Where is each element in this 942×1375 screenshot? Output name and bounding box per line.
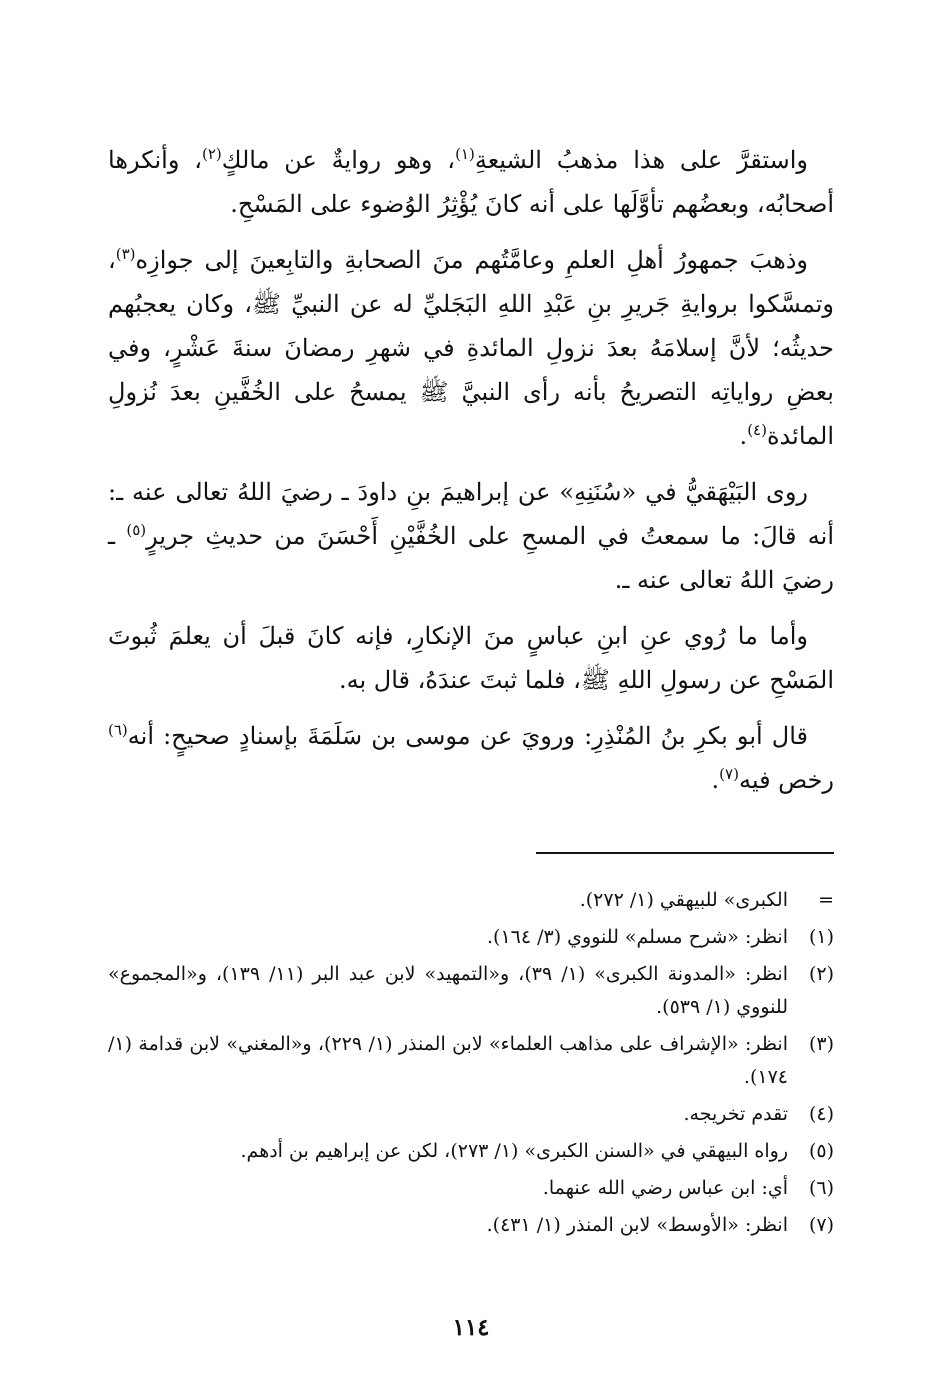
footnotes xyxy=(108,884,834,1246)
text-segment: قال أبو بكرِ بنُ المُنْذِرِ: ورويَ عن موسى بن سَلَمَةَ بإسنادٍ صحيحٍ: أنه xyxy=(127,722,808,750)
footnote xyxy=(108,1098,834,1131)
footnote-text: انظر: «الإشراف على مذاهب العلماء» لابن المنذر (١/ ٢٢٩)، و«المغني» لابن قدامة (١/ ١٧٤). xyxy=(108,1033,788,1088)
footnote-marker: (١) xyxy=(808,926,834,948)
footnote-marker: (٦) xyxy=(808,1177,834,1199)
paragraph xyxy=(108,138,834,226)
footnote-reference[interactable]: (٥) xyxy=(126,521,147,539)
footnote-marker: = xyxy=(818,889,834,911)
footnote-marker: (٤) xyxy=(808,1103,834,1125)
footnote-reference[interactable]: (٤) xyxy=(747,421,767,439)
text-segment: رخص فيه xyxy=(738,766,834,794)
footnote-text: انظر: «الأوسط» لابن المنذر (١/ ٤٣١). xyxy=(486,1214,788,1236)
footnote xyxy=(108,958,834,1024)
paragraph xyxy=(108,714,834,802)
footnote-reference[interactable]: (٢) xyxy=(201,145,222,163)
footnote-text: تقدم تخريجه. xyxy=(683,1103,788,1125)
paragraph xyxy=(108,614,834,702)
footnote-marker: (٥) xyxy=(808,1140,834,1162)
footnote-text: انظر: «المدونة الكبرى» (١/ ٣٩)، و«التمهيد» لابن عبد البر (١١/ ١٣٩)، و«المجموع» للنووي (١/ ٥٣٩). xyxy=(108,963,788,1018)
footnote xyxy=(108,884,834,917)
text-segment: وذهبَ جمهورُ أهلِ العلمِ وعامَّتُهم منَ الصحابةِ والتابِعينَ إلى جوازِه xyxy=(135,246,808,274)
text-segment: . xyxy=(711,766,720,794)
footnote-divider xyxy=(536,852,834,854)
footnote xyxy=(108,1172,834,1205)
footnote-marker: (٧) xyxy=(808,1214,834,1236)
footnote xyxy=(108,1135,834,1168)
footnote xyxy=(108,1209,834,1242)
text-segment: ـ رضيَ اللهُ تعالى عنه ـ. xyxy=(108,522,834,594)
main-text xyxy=(108,138,834,814)
text-segment: واستقرَّ على هذا مذهبُ الشيعةِ xyxy=(474,146,809,174)
text-segment: وأما ما رُوي عنِ ابنِ عباسٍ منَ الإنكارِ، فإنه كانَ قبلَ أن يعلمَ ثُبوتَ المَسْحِ عن رسولِ اللهِ ﷺ، فلما ثبتَ عندَهُ، قال به. xyxy=(108,622,834,694)
paragraph xyxy=(108,238,834,458)
text-segment: ، وتمسَّكوا بروايةِ جَريرِ بنِ عَبْدِ اللهِ البَجَليِّ له عن النبيِّ ﷺ، وكان يعجبُهم حديثُه؛ لأنَّ إسلامَهُ بعدَ نزولِ المائدةِ في شهرِ رمضانَ سنةَ عَشْرٍ، وفي بعضِ رواياتِه التصريحُ بأنه رأى النبيَّ ﷺ يمسحُ على الخُفَّينِ بعدَ نُزولِ المائدة xyxy=(108,246,834,450)
text-segment: ، وأنكرها أصحابُه، وبعضُهم تأوَّلَها على أنه كانَ يُؤْثِرُ الوُضوء على المَسْحِ. xyxy=(108,146,834,218)
paragraph xyxy=(108,470,834,602)
footnote-text: رواه البيهقي في «السنن الكبرى» (١/ ٢٧٣)، لكن عن إبراهيم بن أدهم. xyxy=(240,1140,788,1162)
footnote-text: الكبرى» للبيهقي (١/ ٢٧٢). xyxy=(579,889,788,911)
footnote-text: أي: ابن عباس رضي الله عنهما. xyxy=(542,1177,788,1199)
text-segment: ، وهو روايةٌ عن مالكٍ xyxy=(221,146,456,174)
page-number: ١١٤ xyxy=(452,1314,490,1341)
text-segment: روى البَيْهَقيُّ في «سُنَنِهِ» عن إبراهيمَ بنِ داودَ ـ رضيَ اللهُ تعالى عنه ـ: أنه قالَ: ما سمعتُ في المسحِ على الخُفَّيْنِ أَحْسَنَ من حديثِ جريرٍ xyxy=(108,478,834,550)
footnote-marker: (٢) xyxy=(808,963,834,985)
footnote-text: انظر: «شرح مسلم» للنووي (٣/ ١٦٤). xyxy=(486,926,788,948)
text-segment: . xyxy=(739,422,748,450)
footnote-reference[interactable]: (٣) xyxy=(115,245,136,263)
footnote xyxy=(108,1028,834,1094)
footnote-reference[interactable]: (٧) xyxy=(719,765,739,783)
footnote-marker: (٣) xyxy=(808,1033,834,1055)
footnote xyxy=(108,921,834,954)
footnote-reference[interactable]: (١) xyxy=(455,145,475,163)
footnote-reference[interactable]: (٦) xyxy=(108,721,128,739)
